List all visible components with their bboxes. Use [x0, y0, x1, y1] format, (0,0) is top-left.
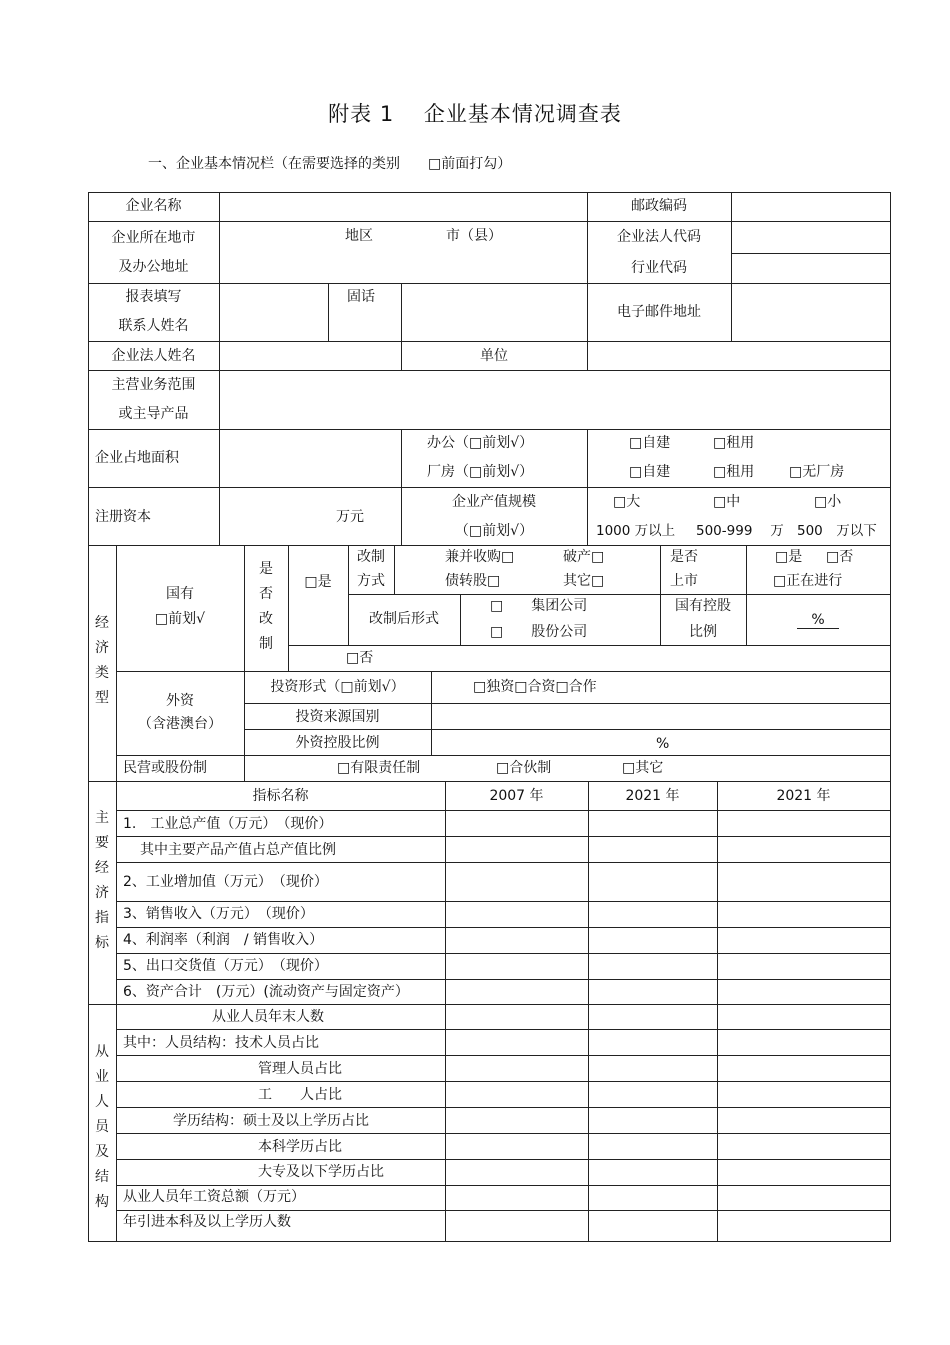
row-divider [116, 1029, 891, 1030]
indicator-row-label: 2、工业增加值（万元） （现价） [123, 874, 328, 890]
office-self-built-checkbox[interactable]: □自建 [629, 435, 671, 451]
indicator-row-label: 其中主要产品产值占总产值比例 [140, 842, 336, 858]
row-divider [116, 1055, 891, 1056]
label-medium-range: 500-999 万 [696, 523, 784, 539]
row-divider [88, 370, 891, 371]
row-divider [244, 703, 891, 704]
indicator-row-label: 6、资产合计 (万元）(流动资产与固定资产） [123, 984, 409, 1000]
label-email: 电子邮件地址 [617, 304, 701, 320]
label-city-county: 市（县） [446, 228, 502, 244]
group-company-checkbox[interactable]: □ 集团公司 [490, 598, 588, 614]
col-divider [116, 545, 117, 1242]
econ-side-char: 类 [95, 665, 109, 681]
invest-options-checkboxes[interactable]: □独资□合资□合作 [473, 679, 597, 695]
col-divider [717, 781, 718, 1242]
indicator-row-label: 3、销售收入（万元） （现价） [123, 906, 314, 922]
staff-side-char: 构 [95, 1194, 109, 1210]
staff-row-label: 工 人占比 [258, 1087, 342, 1103]
staff-row-label: 年引进本科及以上学历人数 [123, 1214, 291, 1230]
row-divider [88, 341, 891, 342]
row-divider [116, 1210, 891, 1211]
restructured-yes-checkbox[interactable]: □是 [304, 574, 332, 590]
scale-large-checkbox[interactable]: □大 [613, 494, 641, 510]
staff-side-char: 及 [95, 1144, 109, 1160]
indicator-row-label: 4、利润率（利润 / 销售收入） [123, 932, 324, 948]
label-land-area: 企业占地面积 [95, 450, 179, 466]
staff-row-label: 学历结构：硕士及以上学历占比 [173, 1113, 369, 1129]
foreign-ratio-percent: % [656, 736, 670, 752]
col-divider [328, 283, 329, 342]
econ-side-char: 经 [95, 615, 109, 631]
label-unit: 单位 [480, 348, 508, 364]
restructured-char: 否 [259, 586, 273, 602]
restructured-char: 改 [259, 611, 273, 627]
staff-side-char: 人 [95, 1094, 109, 1110]
staff-row-label: 大专及以下学历占比 [258, 1164, 384, 1180]
restructured-char: 制 [259, 636, 273, 652]
listed-no-checkbox[interactable]: □否 [826, 549, 854, 565]
joint-stock-checkbox[interactable]: □ 股份公司 [490, 624, 588, 640]
label-legal-code: 企业法人代码 [617, 229, 701, 245]
row-divider [88, 781, 891, 782]
debt-equity-checkbox[interactable]: 债转股□ [445, 573, 501, 589]
scale-small-checkbox[interactable]: □小 [814, 494, 842, 510]
factory-self-built-checkbox[interactable]: □自建 [629, 464, 671, 480]
indicator-side-char: 要 [95, 835, 109, 851]
label-invest-source: 投资来源国别 [295, 709, 380, 725]
staff-row-label: 管理人员占比 [258, 1061, 342, 1077]
section-subtitle: 一、企业基本情况栏（在需要选择的类别 □前面打勾） [148, 156, 512, 172]
label-listed-1: 是否 [670, 549, 698, 565]
no-factory-checkbox[interactable]: □无厂房 [789, 464, 845, 480]
staff-row-label: 从业人员年工资总额（万元） [123, 1189, 305, 1205]
table-border-bottom [88, 1241, 891, 1242]
row-divider [116, 927, 891, 928]
row-divider [88, 221, 891, 222]
row-divider [88, 429, 891, 430]
label-foreign-2: （含港澳台） [138, 716, 222, 732]
staff-row-label: 其中：人员结构：技术人员占比 [123, 1035, 319, 1051]
label-business-2: 或主导产品 [118, 406, 189, 422]
row-divider [88, 1004, 891, 1005]
office-rented-checkbox[interactable]: □租用 [713, 435, 755, 451]
row-divider [116, 1081, 891, 1082]
row-divider [116, 862, 891, 863]
col-divider [244, 755, 245, 782]
label-output-scale: 企业产值规模 [452, 494, 536, 510]
label-reform-1: 改制 [357, 549, 385, 565]
label-foreign-1: 外资 [166, 693, 194, 709]
label-region: 地区 [345, 228, 373, 244]
label-postal-code: 邮政编码 [631, 198, 687, 214]
indicator-row-label: 1. 工业总产值（万元） （现价） [123, 816, 333, 832]
year-header: 2021 年 [776, 788, 831, 804]
row-divider [116, 1133, 891, 1134]
other-ownership-checkbox[interactable]: □其它 [622, 760, 664, 776]
label-location-2: 及办公地址 [118, 259, 189, 275]
row-divider [288, 645, 891, 646]
label-state-mark: □前划√ [154, 611, 206, 627]
scale-medium-checkbox[interactable]: □中 [713, 494, 741, 510]
label-post-form: 改制后形式 [369, 611, 439, 627]
row-divider [348, 594, 891, 595]
label-large-range: 1000 万以上 [596, 523, 676, 539]
row-divider [244, 729, 891, 730]
indicator-side-char: 标 [95, 935, 109, 951]
label-foreign-ratio: 外资控股比例 [295, 735, 380, 751]
col-divider [394, 545, 395, 595]
col-divider [288, 545, 289, 672]
label-company-name: 企业名称 [125, 198, 182, 214]
col-divider [587, 341, 588, 371]
label-location-1: 企业所在地市 [111, 230, 196, 246]
label-state-ratio-1: 国有控股 [675, 598, 731, 614]
row-divider [116, 755, 891, 756]
label-state-owned: 国有 [166, 586, 194, 602]
year-header: 2021 年 [625, 788, 680, 804]
state-ratio-field[interactable]: % [746, 612, 890, 628]
row-divider [88, 545, 891, 546]
listed-yes-checkbox[interactable]: □是 [775, 549, 803, 565]
row-divider [116, 1159, 891, 1160]
label-factory: 厂房（□前划√） [427, 464, 534, 480]
label-wan-yuan: 万元 [336, 509, 364, 525]
label-legal-name: 企业法人姓名 [111, 348, 196, 364]
staff-side-char: 员 [95, 1119, 109, 1135]
label-business-1: 主营业务范围 [111, 377, 196, 393]
label-invest-form: 投资形式（□前划√） [270, 679, 405, 695]
indicator-side-char: 经 [95, 860, 109, 876]
staff-row-label: 从业人员年末人数 [212, 1009, 324, 1025]
staff-row-label: 本科学历占比 [258, 1139, 342, 1155]
col-divider [445, 781, 446, 1242]
restructured-char: 是 [259, 561, 273, 577]
label-reform-2: 方式 [357, 573, 385, 589]
econ-side-char: 型 [95, 690, 109, 706]
row-divider [731, 253, 891, 254]
year-header: 2007 年 [489, 788, 544, 804]
merger-checkbox[interactable]: 兼并收购□ [445, 549, 515, 565]
staff-side-char: 业 [95, 1069, 109, 1085]
label-contact-2: 联系人姓名 [118, 318, 189, 334]
row-divider [116, 1107, 891, 1108]
row-divider [116, 1185, 891, 1186]
staff-side-char: 结 [95, 1169, 109, 1185]
restructured-no-checkbox[interactable]: □否 [346, 650, 374, 666]
econ-side-char: 济 [95, 640, 109, 656]
row-divider [116, 979, 891, 980]
factory-rented-checkbox[interactable]: □租用 [713, 464, 755, 480]
llc-checkbox[interactable]: □有限责任制 [337, 760, 421, 776]
col-divider [731, 192, 732, 342]
staff-side-char: 从 [95, 1044, 109, 1060]
indicator-side-char: 主 [95, 810, 109, 826]
label-landline: 固话 [347, 289, 375, 305]
label-listed-2: 上市 [670, 573, 698, 589]
label-contact-1: 报表填写 [125, 289, 182, 305]
col-divider [431, 671, 432, 756]
label-industry-code: 行业代码 [631, 260, 687, 276]
row-divider [116, 953, 891, 954]
page-title: 附表 1 企业基本情况调查表 [328, 102, 622, 126]
bankrupt-checkbox[interactable]: 破产□ [563, 549, 605, 565]
label-state-ratio-2: 比例 [689, 624, 717, 640]
label-mark-hint: （□前划√） [454, 523, 534, 539]
row-divider [88, 487, 891, 488]
col-divider [460, 594, 461, 646]
label-office: 办公（□前划√） [427, 435, 534, 451]
row-divider [116, 810, 891, 811]
row-divider [116, 836, 891, 837]
col-divider [219, 192, 220, 546]
col-divider [746, 545, 747, 646]
label-small-range: 500 万以下 [797, 523, 877, 539]
col-divider [588, 781, 589, 1242]
listing-in-progress-checkbox[interactable]: □正在进行 [773, 573, 843, 589]
label-private: 民营或股份制 [123, 760, 207, 776]
table-border-right [890, 192, 891, 1242]
row-divider [116, 671, 891, 672]
col-divider [587, 429, 588, 546]
label-reg-capital: 注册资本 [95, 509, 151, 525]
partnership-checkbox[interactable]: □合伙制 [496, 760, 552, 776]
row-divider [116, 901, 891, 902]
indicator-side-char: 指 [95, 910, 109, 926]
table-border-top [88, 192, 891, 193]
row-divider [88, 283, 891, 284]
indicator-side-char: 济 [95, 885, 109, 901]
other-reform-checkbox[interactable]: 其它□ [563, 573, 605, 589]
indicator-row-label: 5、出口交货值（万元） （现价） [123, 958, 328, 974]
indicator-header: 指标名称 [252, 788, 309, 804]
